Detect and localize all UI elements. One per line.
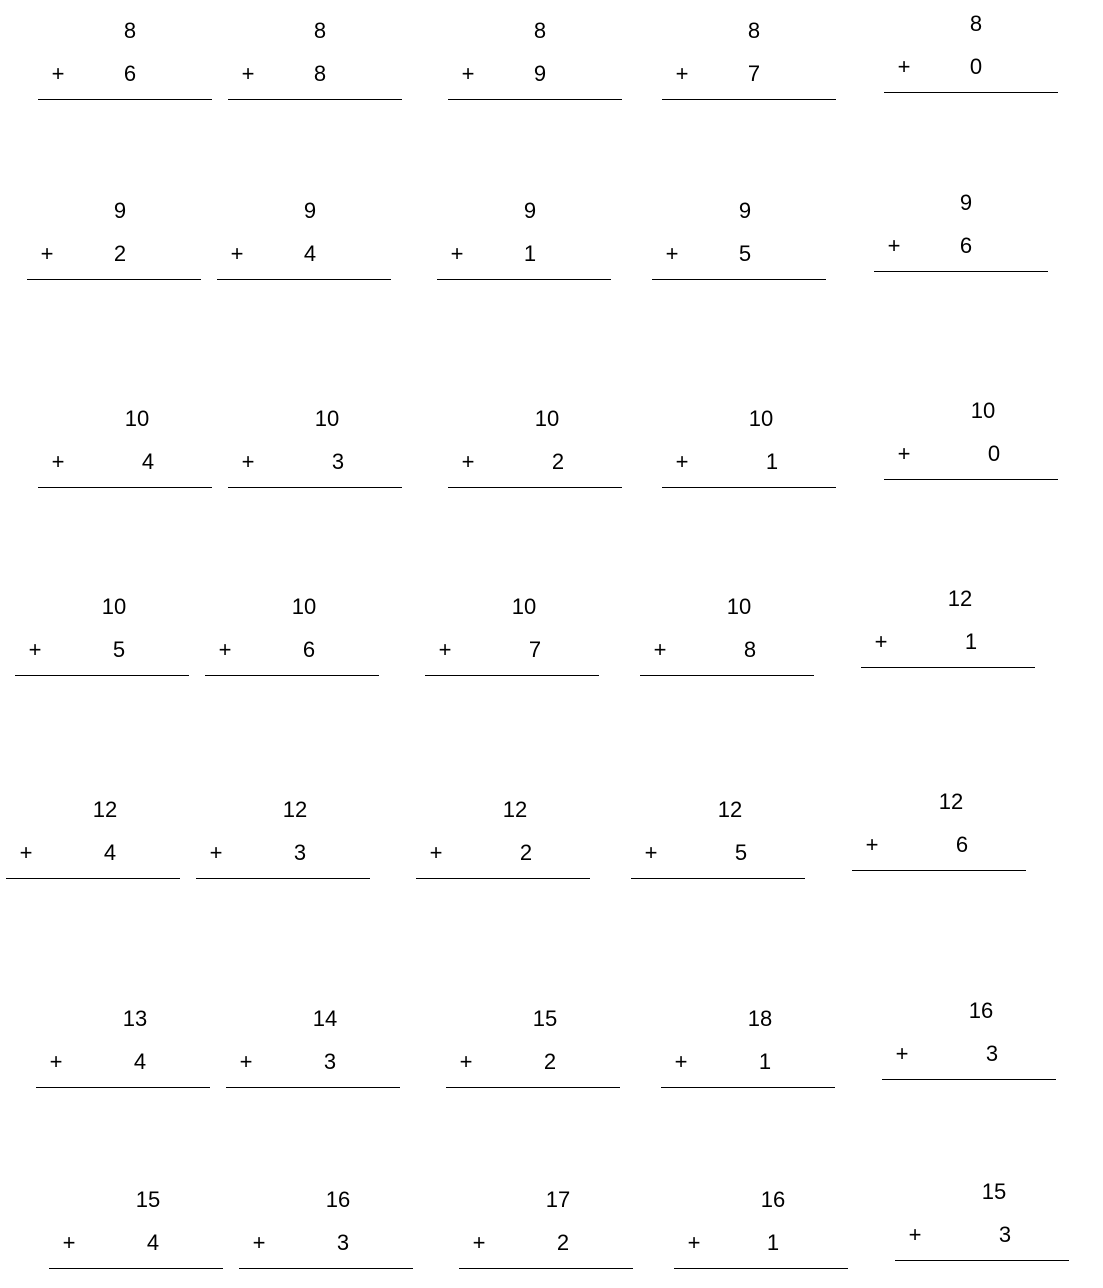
- addend-top: 15: [135, 1187, 161, 1212]
- answer-line: [631, 878, 805, 879]
- answer-line: [652, 279, 826, 280]
- plus-sign: +: [461, 449, 475, 474]
- addition-problem: [448, 19, 622, 119]
- answer-line: [674, 1268, 848, 1269]
- addend-top: 9: [959, 190, 973, 215]
- addend-top: 10: [748, 406, 774, 431]
- plus-sign: +: [19, 840, 33, 865]
- addend-bottom: 6: [123, 61, 137, 86]
- answer-line: [852, 870, 1026, 871]
- addition-problem: [884, 12, 1058, 112]
- answer-line: [228, 99, 402, 100]
- answer-line: [205, 675, 379, 676]
- addend-top: 12: [282, 797, 308, 822]
- addend-top: 10: [726, 594, 752, 619]
- plus-sign: +: [675, 61, 689, 86]
- answer-line: [895, 1260, 1069, 1261]
- addend-top: 9: [113, 198, 127, 223]
- answer-line: [27, 279, 201, 280]
- addend-bottom: 2: [551, 449, 565, 474]
- answer-line: [874, 271, 1048, 272]
- answer-line: [884, 92, 1058, 93]
- addend-bottom: 3: [293, 840, 307, 865]
- addend-bottom: 4: [103, 840, 117, 865]
- addition-problem: [884, 399, 1058, 499]
- addend-top: 12: [938, 789, 964, 814]
- addition-problem: [228, 19, 402, 119]
- plus-sign: +: [674, 1049, 688, 1074]
- addition-problem: [27, 199, 201, 299]
- addition-problem: [226, 1007, 400, 1107]
- answer-line: [861, 667, 1035, 668]
- addend-top: 10: [101, 594, 127, 619]
- addition-problem: [196, 798, 370, 898]
- addend-bottom: 5: [112, 637, 126, 662]
- addition-problem: [425, 595, 599, 695]
- plus-sign: +: [62, 1230, 76, 1255]
- addition-problem: [448, 407, 622, 507]
- answer-line: [38, 487, 212, 488]
- plus-sign: +: [675, 449, 689, 474]
- answer-line: [416, 878, 590, 879]
- answer-line: [38, 99, 212, 100]
- addend-top: 17: [545, 1187, 571, 1212]
- plus-sign: +: [241, 449, 255, 474]
- addition-problem: [861, 587, 1035, 687]
- plus-sign: +: [51, 449, 65, 474]
- plus-sign: +: [209, 840, 223, 865]
- addend-top: 16: [968, 998, 994, 1023]
- answer-line: [662, 487, 836, 488]
- addend-top: 10: [291, 594, 317, 619]
- addend-bottom: 3: [998, 1222, 1012, 1247]
- addition-problem: [874, 191, 1048, 291]
- plus-sign: +: [687, 1230, 701, 1255]
- answer-line: [437, 279, 611, 280]
- plus-sign: +: [644, 840, 658, 865]
- addend-top: 12: [717, 797, 743, 822]
- addend-top: 18: [747, 1006, 773, 1031]
- plus-sign: +: [230, 241, 244, 266]
- addition-problem: [446, 1007, 620, 1107]
- addend-bottom: 0: [969, 54, 983, 79]
- addition-problem: [228, 407, 402, 507]
- answer-line: [448, 487, 622, 488]
- addition-problem: [38, 407, 212, 507]
- addition-problem: [416, 798, 590, 898]
- plus-sign: +: [429, 840, 443, 865]
- plus-sign: +: [895, 1041, 909, 1066]
- addition-problem: [459, 1188, 633, 1288]
- answer-line: [661, 1087, 835, 1088]
- addend-top: 10: [970, 398, 996, 423]
- addition-problem: [217, 199, 391, 299]
- plus-sign: +: [28, 637, 42, 662]
- addend-top: 9: [523, 198, 537, 223]
- addition-problem: [437, 199, 611, 299]
- addend-bottom: 8: [313, 61, 327, 86]
- addend-bottom: 5: [738, 241, 752, 266]
- addend-bottom: 5: [734, 840, 748, 865]
- plus-sign: +: [239, 1049, 253, 1074]
- addition-problem: [882, 999, 1056, 1099]
- addend-top: 16: [325, 1187, 351, 1212]
- plus-sign: +: [438, 637, 452, 662]
- answer-line: [882, 1079, 1056, 1080]
- addend-top: 15: [981, 1179, 1007, 1204]
- addition-problem: [895, 1180, 1069, 1280]
- addend-bottom: 0: [987, 441, 1001, 466]
- answer-line: [459, 1268, 633, 1269]
- plus-sign: +: [51, 61, 65, 86]
- answer-line: [36, 1087, 210, 1088]
- addition-problem: [36, 1007, 210, 1107]
- addend-bottom: 3: [336, 1230, 350, 1255]
- plus-sign: +: [252, 1230, 266, 1255]
- addend-top: 10: [314, 406, 340, 431]
- answer-line: [446, 1087, 620, 1088]
- plus-sign: +: [472, 1230, 486, 1255]
- addend-bottom: 6: [955, 832, 969, 857]
- addend-top: 12: [92, 797, 118, 822]
- answer-line: [239, 1268, 413, 1269]
- addition-problem: [15, 595, 189, 695]
- addition-problem: [852, 790, 1026, 890]
- addend-bottom: 1: [766, 1230, 780, 1255]
- addition-problem: [631, 798, 805, 898]
- addend-bottom: 4: [303, 241, 317, 266]
- addition-problem: [38, 19, 212, 119]
- addition-problem: [661, 1007, 835, 1107]
- addend-bottom: 2: [556, 1230, 570, 1255]
- addend-top: 12: [502, 797, 528, 822]
- answer-line: [425, 675, 599, 676]
- addend-bottom: 3: [331, 449, 345, 474]
- addend-top: 9: [303, 198, 317, 223]
- plus-sign: +: [908, 1222, 922, 1247]
- addend-top: 8: [313, 18, 327, 43]
- answer-line: [448, 99, 622, 100]
- addition-problem: [239, 1188, 413, 1288]
- addend-top: 10: [124, 406, 150, 431]
- addend-bottom: 1: [765, 449, 779, 474]
- addend-top: 10: [534, 406, 560, 431]
- addition-problem: [205, 595, 379, 695]
- addend-top: 13: [122, 1006, 148, 1031]
- answer-line: [196, 878, 370, 879]
- addend-bottom: 3: [985, 1041, 999, 1066]
- addend-top: 10: [511, 594, 537, 619]
- plus-sign: +: [887, 233, 901, 258]
- addend-bottom: 7: [528, 637, 542, 662]
- answer-line: [6, 878, 180, 879]
- addend-top: 16: [760, 1187, 786, 1212]
- addend-bottom: 1: [523, 241, 537, 266]
- answer-line: [49, 1268, 223, 1269]
- plus-sign: +: [653, 637, 667, 662]
- addend-top: 8: [533, 18, 547, 43]
- answer-line: [662, 99, 836, 100]
- plus-sign: +: [461, 61, 475, 86]
- answer-line: [15, 675, 189, 676]
- answer-line: [640, 675, 814, 676]
- addend-bottom: 4: [133, 1049, 147, 1074]
- addend-bottom: 1: [964, 629, 978, 654]
- addend-bottom: 9: [533, 61, 547, 86]
- addition-problem: [674, 1188, 848, 1288]
- addend-bottom: 2: [519, 840, 533, 865]
- answer-line: [226, 1087, 400, 1088]
- addend-bottom: 3: [323, 1049, 337, 1074]
- plus-sign: +: [459, 1049, 473, 1074]
- addition-problem: [6, 798, 180, 898]
- addend-top: 15: [532, 1006, 558, 1031]
- addition-problem: [640, 595, 814, 695]
- addend-bottom: 1: [758, 1049, 772, 1074]
- answer-line: [217, 279, 391, 280]
- addend-top: 8: [123, 18, 137, 43]
- addend-bottom: 6: [302, 637, 316, 662]
- addend-top: 8: [969, 11, 983, 36]
- addend-bottom: 6: [959, 233, 973, 258]
- addend-bottom: 2: [543, 1049, 557, 1074]
- addend-top: 14: [312, 1006, 338, 1031]
- addend-bottom: 8: [743, 637, 757, 662]
- addend-top: 8: [747, 18, 761, 43]
- addition-problem: [652, 199, 826, 299]
- answer-line: [884, 479, 1058, 480]
- addend-bottom: 4: [146, 1230, 160, 1255]
- answer-line: [228, 487, 402, 488]
- plus-sign: +: [241, 61, 255, 86]
- addend-bottom: 2: [113, 241, 127, 266]
- plus-sign: +: [218, 637, 232, 662]
- plus-sign: +: [665, 241, 679, 266]
- plus-sign: +: [897, 441, 911, 466]
- addend-top: 9: [738, 198, 752, 223]
- addition-problem: [662, 19, 836, 119]
- addition-problem: [49, 1188, 223, 1288]
- plus-sign: +: [874, 629, 888, 654]
- addend-top: 12: [947, 586, 973, 611]
- plus-sign: +: [450, 241, 464, 266]
- plus-sign: +: [865, 832, 879, 857]
- addition-problem: [662, 407, 836, 507]
- plus-sign: +: [40, 241, 54, 266]
- plus-sign: +: [49, 1049, 63, 1074]
- plus-sign: +: [897, 54, 911, 79]
- addend-bottom: 7: [747, 61, 761, 86]
- addend-bottom: 4: [141, 449, 155, 474]
